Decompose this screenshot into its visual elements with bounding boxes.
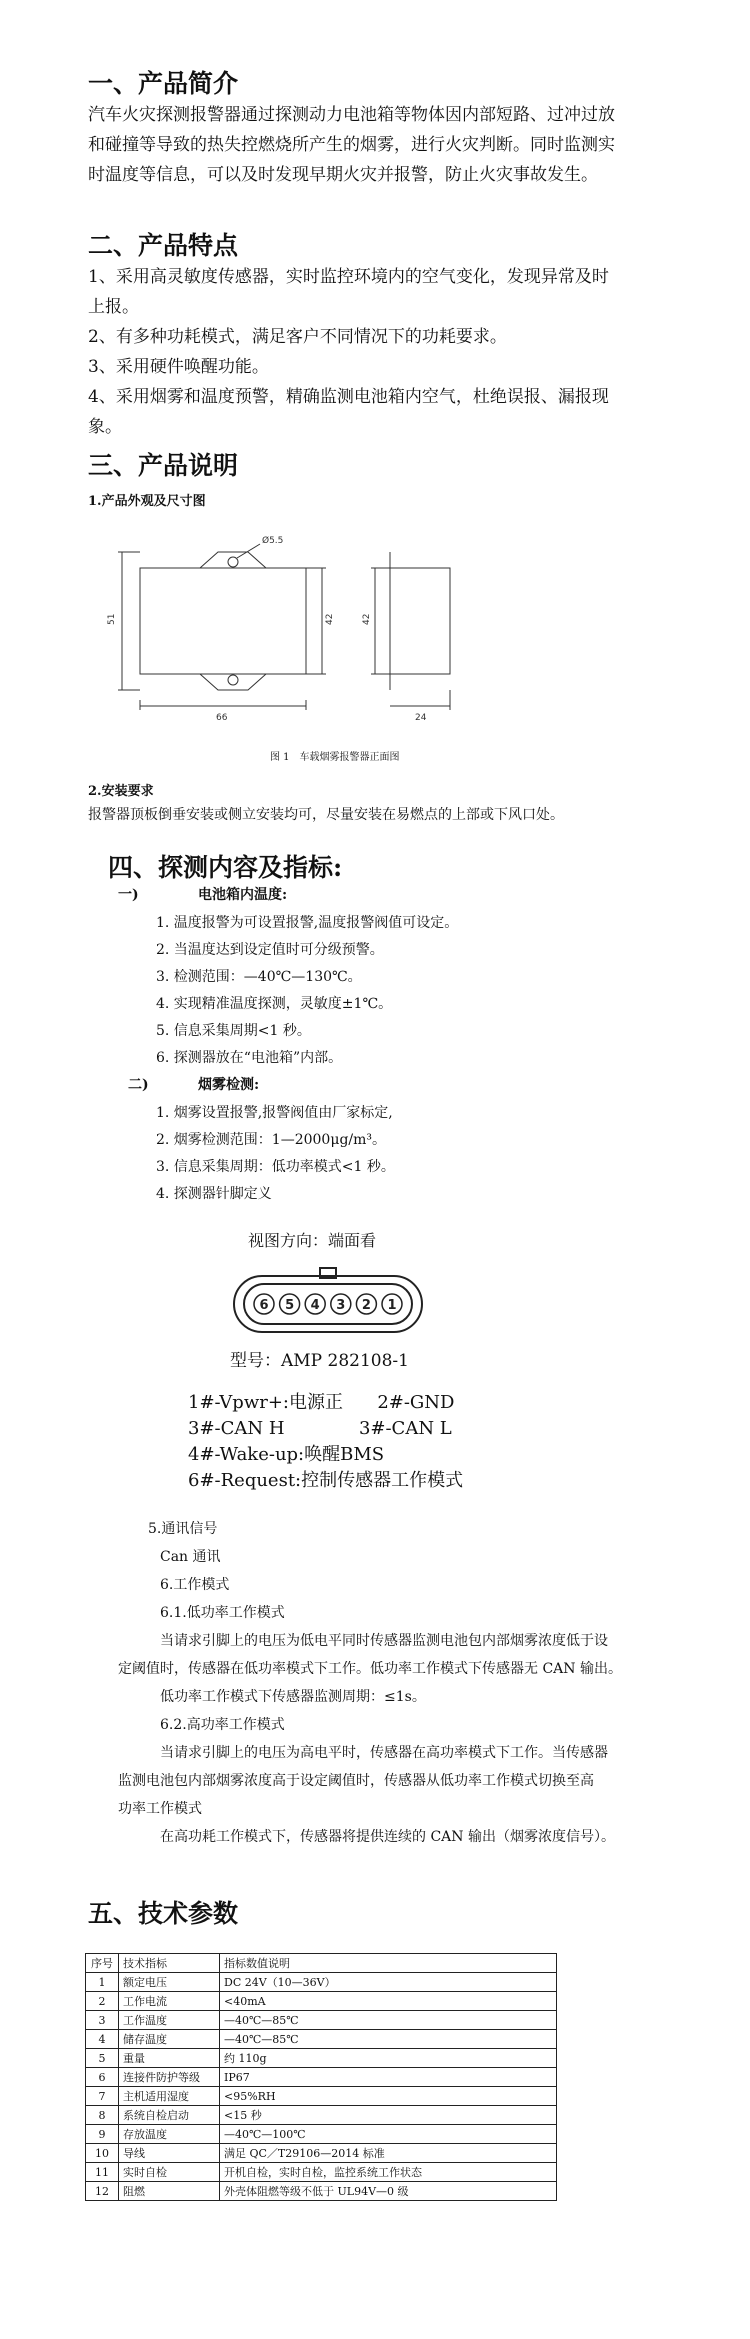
figure-caption: 图 1 车载烟雾报警器正面图 (270, 752, 400, 763)
table-row (86, 2125, 557, 2144)
table-cell: 3 (86, 2011, 119, 2030)
table-cell: —40℃—85℃ (220, 2030, 557, 2049)
subsection-title: 1.产品外观及尺寸图 (88, 494, 206, 509)
table-cell: 阻燃 (119, 2182, 220, 2201)
table-header: 技术指标 (119, 1954, 220, 1973)
subsection-title: 2.安装要求 (88, 784, 154, 799)
table-cell: <95%RH (220, 2087, 557, 2106)
table-cell: 重量 (119, 2049, 220, 2068)
group-2-title: 烟雾检测: (198, 1077, 260, 1093)
table-row (86, 2087, 557, 2106)
feature-line: 1、采用高灵敏度传感器，实时监控环境内的空气变化，发现异常及时 (88, 267, 609, 287)
connector-pin-label: 1 (387, 1298, 397, 1313)
connector-pin-label: 4 (310, 1298, 320, 1313)
table-cell: 11 (86, 2163, 119, 2182)
model-label: 型号：AMP 282108-1 (230, 1351, 409, 1371)
table-row (86, 1992, 557, 2011)
table-cell: —40℃—85℃ (220, 2011, 557, 2030)
list-item: 2. 烟雾检测范围：1—2000μg/m³。 (156, 1132, 387, 1148)
width-66-label: 66 (216, 713, 228, 723)
table-cell: 满足 QC／T29106—2014 标准 (220, 2144, 557, 2163)
table-cell: DC 24V（10—36V） (220, 1973, 557, 1992)
table-cell: 4 (86, 2030, 119, 2049)
pin-definition: 4#-Wake-up:唤醒BMS (188, 1444, 385, 1465)
install-text: 报警器顶板倒垂安装或侧立安装均可，尽量安装在易燃点的上部或下风口处。 (88, 807, 564, 823)
high-power-text: 在高功耗工作模式下，传感器将提供连续的 CAN 输出（烟雾浓度信号）。 (160, 1829, 615, 1845)
table-cell: 导线 (119, 2144, 220, 2163)
table-cell: 外壳体阻燃等级不低于 UL94V—0 级 (220, 2182, 557, 2201)
low-power-text: 定阈值时，传感器在低功率模式下工作。低功率工作模式下传感器无 CAN 输出。 (118, 1661, 622, 1677)
list-item: 3. 信息采集周期：低功率模式<1 秒。 (156, 1159, 395, 1175)
table-cell: 9 (86, 2125, 119, 2144)
low-power-title: 6.1.低功率工作模式 (160, 1605, 285, 1621)
table-cell: IP67 (220, 2068, 557, 2087)
high-power-text: 功率工作模式 (118, 1801, 202, 1817)
table-row (86, 2163, 557, 2182)
list-item: 5. 信息采集周期<1 秒。 (156, 1023, 311, 1039)
high-power-title: 6.2.高功率工作模式 (160, 1717, 285, 1733)
list-item: 6. 探测器放在“电池箱”内部。 (156, 1050, 343, 1066)
side-height-label: 42 (362, 613, 372, 625)
list-item: 1. 烟雾设置报警,报警阀值由厂家标定, (156, 1105, 393, 1121)
list-item: 3. 检测范围：—40℃—130℃。 (156, 969, 362, 985)
table-cell: 8 (86, 2106, 119, 2125)
list-item: 2. 当温度达到设定值时可分级预警。 (156, 942, 384, 958)
table-cell: 工作电流 (119, 1992, 220, 2011)
paragraph-line: 和碰撞等导致的热失控燃烧所产生的烟雾，进行火灾判断。同时监测实 (88, 135, 615, 155)
connector-pin-label: 5 (285, 1298, 295, 1313)
table-cell: 储存温度 (119, 2030, 220, 2049)
low-power-text: 低功率工作模式下传感器监测周期：≤1s。 (160, 1689, 426, 1705)
connector-pin-label: 6 (259, 1298, 269, 1313)
comm-value: Can 通讯 (160, 1549, 221, 1565)
table-cell: 1 (86, 1973, 119, 1992)
high-power-text: 监测电池包内部烟雾浓度高于设定阈值时，传感器从低功率工作模式切换至高 (118, 1773, 594, 1789)
table-row (86, 2068, 557, 2087)
connector-drawing (228, 1262, 428, 1342)
table-row (86, 2049, 557, 2068)
section-4-title: 四、探测内容及指标: (108, 853, 343, 882)
table-header-row (86, 1954, 557, 1973)
pin-definition: 1#-Vpwr+:电源正 2#-GND (188, 1392, 455, 1413)
table-cell: 额定电压 (119, 1973, 220, 1992)
table-row (86, 2011, 557, 2030)
mode-title: 6.工作模式 (160, 1577, 230, 1593)
table-cell: 实时自检 (119, 2163, 220, 2182)
pin-definition: 6#-Request:控制传感器工作模式 (188, 1470, 464, 1491)
table-cell: 约 110g (220, 2049, 557, 2068)
paragraph-line: 汽车火灾探测报警器通过探测动力电池箱等物体因内部短路、过冲过放 (88, 105, 615, 125)
section-3-title: 三、产品说明 (88, 451, 239, 480)
connector-pin-label: 2 (361, 1298, 371, 1313)
feature-line: 2、有多种功耗模式，满足客户不同情况下的功耗要求。 (88, 327, 507, 347)
table-cell: 开机自检，实时自检，监控系统工作状态 (220, 2163, 557, 2182)
section-1-title: 一、产品简介 (88, 69, 239, 98)
section-2-title: 二、产品特点 (88, 231, 239, 260)
height-42-label: 42 (325, 613, 335, 625)
table-cell: 连接件防护等级 (119, 2068, 220, 2087)
feature-line: 象。 (88, 417, 122, 437)
table-cell: 2 (86, 1992, 119, 2011)
group-2-number: 二) (128, 1077, 149, 1093)
pin-definition: 3#-CAN H 3#-CAN L (188, 1418, 452, 1439)
table-cell: —40℃—100℃ (220, 2125, 557, 2144)
height-51-label: 51 (107, 613, 117, 625)
table-row (86, 2030, 557, 2049)
list-item: 4. 探测器针脚定义 (156, 1186, 272, 1202)
paragraph-line: 时温度等信息，可以及时发现早期火灾并报警，防止火灾事故发生。 (88, 165, 598, 185)
high-power-text: 当请求引脚上的电压为高电平时，传感器在高功率模式下工作。当传感器 (160, 1745, 608, 1761)
comm-title: 5.通讯信号 (148, 1521, 218, 1537)
list-item: 1. 温度报警为可设置报警,温度报警阀值可设定。 (156, 915, 459, 931)
view-direction-label: 视图方向：端面看 (248, 1231, 377, 1250)
table-cell: 12 (86, 2182, 119, 2201)
table-row (86, 2144, 557, 2163)
group-1-number: 一) (118, 887, 139, 903)
table-cell: 7 (86, 2087, 119, 2106)
section-5-title: 五、技术参数 (88, 1899, 239, 1928)
table-cell: 5 (86, 2049, 119, 2068)
table-row (86, 1973, 557, 1992)
table-cell: <15 秒 (220, 2106, 557, 2125)
side-width-label: 24 (415, 713, 427, 723)
table-header: 序号 (86, 1954, 119, 1973)
group-1-title: 电池箱内温度: (198, 887, 288, 903)
table-cell: 6 (86, 2068, 119, 2087)
hole-diameter-label: Ø5.5 (262, 536, 284, 546)
table-header: 指标数值说明 (220, 1954, 557, 1973)
table-cell: 工作温度 (119, 2011, 220, 2030)
list-item: 4. 实现精准温度探测，灵敏度±1℃。 (156, 996, 393, 1012)
table-cell: 存放温度 (119, 2125, 220, 2144)
feature-line: 4、采用烟雾和温度预警，精确监测电池箱内空气，杜绝误报、漏报现 (88, 387, 609, 407)
table-cell: 主机适用湿度 (119, 2087, 220, 2106)
feature-line: 上报。 (88, 297, 139, 317)
table-cell: <40mA (220, 1992, 557, 2011)
feature-line: 3、采用硬件唤醒功能。 (88, 357, 269, 377)
table-row (86, 2106, 557, 2125)
low-power-text: 当请求引脚上的电压为低电平同时传感器监测电池包内部烟雾浓度低于设 (160, 1633, 608, 1649)
table-cell: 系统自检启动 (119, 2106, 220, 2125)
table-row (86, 2182, 557, 2201)
table-cell: 10 (86, 2144, 119, 2163)
spec-table (85, 1953, 557, 2201)
dimension-drawing (100, 530, 520, 740)
connector-pin-label: 3 (336, 1298, 346, 1313)
